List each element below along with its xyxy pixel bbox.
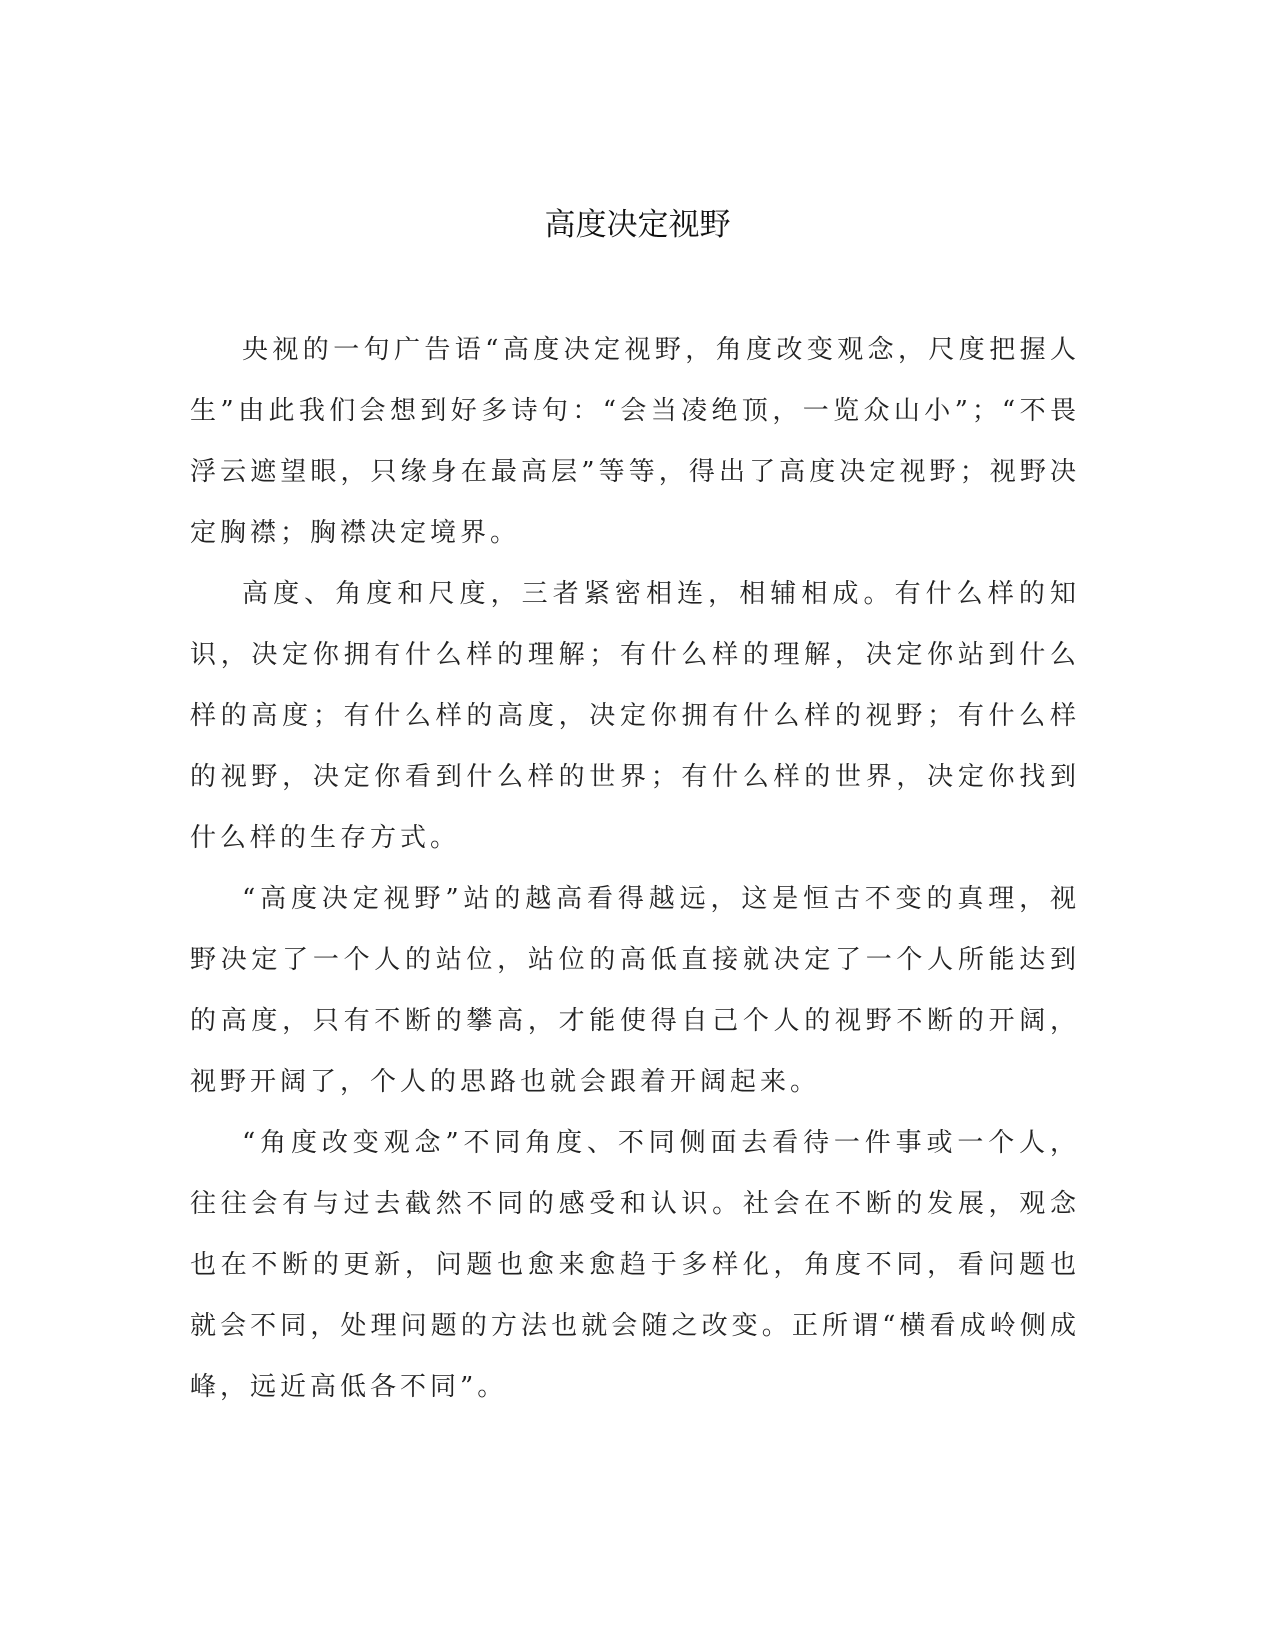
paragraph: 高度、角度和尺度，三者紧密相连，相辅相成。有什么样的知识，决定你拥有什么样的理解；有什么样的理解，决定你站到什么样的高度；有什么样的高度，决定你拥有什么样的视野；有什么样的视野，决定你看到什么样的世界；有什么样的世界，决定你找到什么样的生存方式。: [190, 579, 1080, 853]
document-body: [190, 320, 1080, 1418]
document-title: 高度决定视野: [544, 207, 731, 243]
paragraph: “高度决定视野”站的越高看得越远，这是恒古不变的真理，视野决定了一个人的站位，站位的高低直接就决定了一个人所能达到的高度，只有不断的攀高，才能使得自己个人的视野不断的开阔，视野开阔了，个人的思路也就会跟着开阔起来。: [190, 884, 1080, 1097]
paragraph: 央视的一句广告语“高度决定视野，角度改变观念，尺度把握人生”由此我们会想到好多诗句：“会当凌绝顶，一览众山小”；“不畏浮云遮望眼，只缘身在最高层”等等，得出了高度决定视野；视野决定胸襟；胸襟决定境界。: [190, 335, 1080, 548]
paragraph: “角度改变观念”不同角度、不同侧面去看待一件事或一个人，往往会有与过去截然不同的感受和认识。社会在不断的发展，观念也在不断的更新，问题也愈来愈趋于多样化，角度不同，看问题也就会不同，处理问题的方法也就会随之改变。正所谓“横看成岭侧成峰，远近高低各不同”。: [190, 1128, 1080, 1402]
